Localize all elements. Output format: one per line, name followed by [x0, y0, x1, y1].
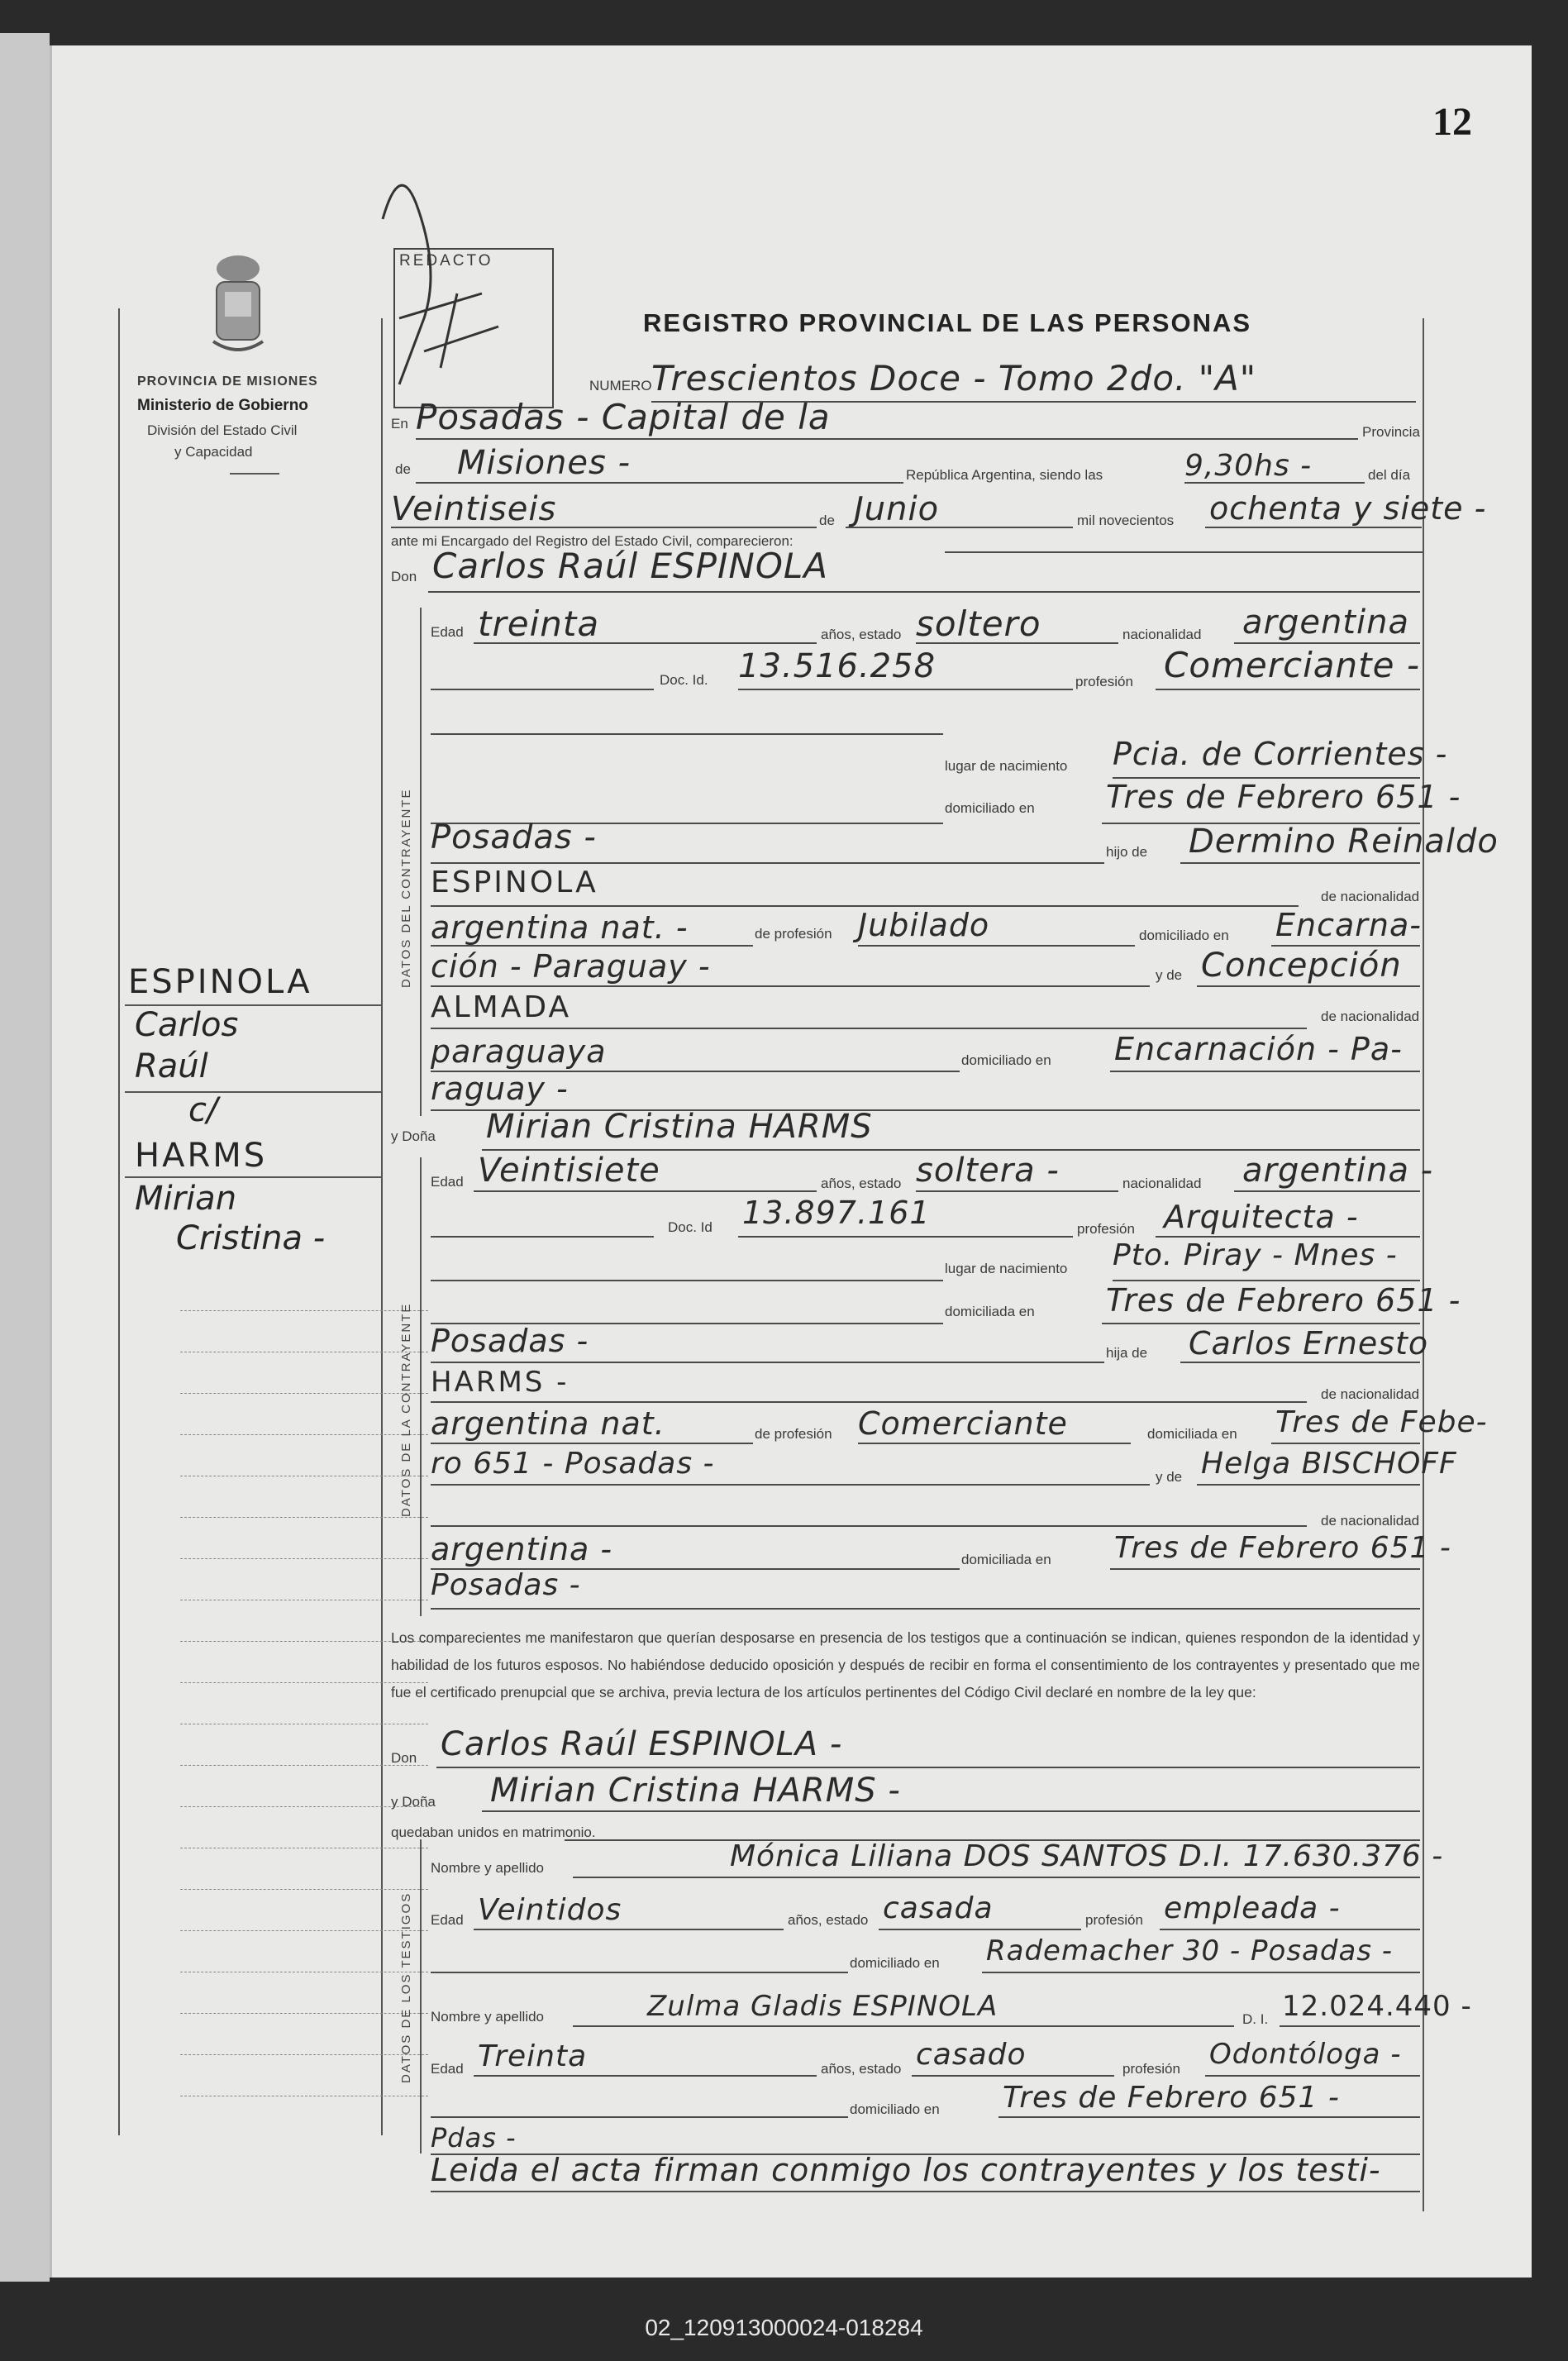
f-padre-dom-2: ro 651 - Posadas - [431, 1447, 715, 1481]
page-number: 12 [1432, 100, 1472, 144]
estado-line [916, 642, 1118, 644]
padre-dom-label: domiciliado en [1139, 928, 1229, 943]
f-lugar-value: Pto. Piray - Mnes - [1113, 1238, 1398, 1272]
f-nac-label: nacionalidad [1122, 1176, 1202, 1191]
margin-rule [180, 1310, 428, 1311]
provincia-label: Provincia [1362, 424, 1420, 440]
madre-value: Concepción [1201, 947, 1402, 985]
madre-de-nac-label: de nacionalidad [1321, 1009, 1420, 1024]
anos-label: años, estado [821, 627, 902, 642]
previous-page-edge [0, 33, 50, 2282]
t2-edad-line [474, 2075, 817, 2077]
margin-rule [180, 2013, 428, 2014]
de-label: de [395, 461, 411, 477]
emblem-ministry: Ministerio de Gobierno [137, 397, 308, 414]
declaration-text: Los comparecientes me manifestaron que querían desposarse en presencia de los testigos que a continuación se indican, quienes respondon de la identidad y habilidad de los futuros esposos. No habiéndose deducido oposición y después de recibir en forma el consentimiento de los contrayentes y presentado que me fue el certificado prenupcial que se archiva, previa lectura de los artículos pertinentes del Código Civil declaré en nombre de la ley que: [391, 1629, 1420, 1700]
f-prof-value: Arquitecta - [1164, 1199, 1359, 1235]
form-right-rule [1423, 318, 1424, 2211]
t2-prof-line [1205, 2075, 1420, 2077]
t1-dom-line [982, 1972, 1420, 1973]
t1-dom-label: domiciliado en [850, 1955, 940, 1971]
en-value: Posadas - Capital de la [416, 397, 831, 437]
doc-pre-line [431, 689, 654, 690]
doc-label: Doc. Id. [660, 672, 708, 688]
don-line [428, 591, 1420, 593]
dia-value: Veintiseis [391, 490, 557, 528]
t2-dom-line [998, 2116, 1420, 2118]
margin-note: Carlos [135, 1006, 239, 1044]
contrayente-rule [420, 608, 422, 1116]
t2-nombre-label: Nombre y apellido [431, 2009, 545, 2025]
f-estado-value: soltera - [916, 1152, 1060, 1190]
t2-dom: Tres de Febrero 651 - [1003, 2081, 1340, 2115]
don-value: Carlos Raúl ESPINOLA [432, 546, 829, 586]
numero-value: Trescientos Doce - Tomo 2do. "A" [651, 358, 1257, 398]
f-dom-label: domiciliada en [945, 1304, 1035, 1319]
t2-estado: casado [916, 2038, 1027, 2072]
padre-dom: Encarna- [1275, 907, 1422, 943]
del-dia-label: del día [1368, 467, 1411, 483]
anio-value: ochenta y siete - [1209, 490, 1487, 527]
union-dona-line [482, 1810, 1420, 1812]
t1-edad-line [474, 1929, 784, 1930]
union-dona-value: Mirian Cristina HARMS - [490, 1772, 901, 1810]
prof-value: Comerciante - [1164, 645, 1420, 685]
t2-di-label: D. I. [1242, 2011, 1269, 2027]
hora-line [1184, 482, 1365, 484]
f-madre-dom-label: domiciliada en [961, 1552, 1051, 1567]
padre-nac-line [431, 945, 753, 947]
de-prof-label: de profesión [755, 926, 832, 942]
margin-left-rule [118, 308, 120, 2135]
contrayente-side-label: DATOS DEL CONTRAYENTE [399, 788, 413, 988]
f-doc-value: 13.897.161 [742, 1195, 931, 1231]
madre2-line [431, 1028, 1307, 1029]
testigos-side-label: DATOS DE LOS TESTIGOS [399, 1891, 413, 2083]
register-page [50, 45, 1532, 2278]
t2-estado-line [912, 2075, 1114, 2077]
edad-label: Edad [431, 624, 464, 640]
margin-rule [180, 1434, 428, 1435]
ante-text: ante mi Encargado del Registro del Estado Civil, comparecieron: [391, 533, 794, 549]
hijo-label: hijo de [1106, 844, 1148, 860]
dia-line [391, 527, 817, 528]
lugar-value: Pcia. de Corrientes - [1113, 736, 1448, 772]
republica-text: República Argentina, siendo las [906, 467, 1103, 483]
de-line [416, 482, 903, 484]
t2-dom-label: domiciliado en [850, 2101, 940, 2117]
f-edad-label: Edad [431, 1174, 464, 1190]
mil-text: mil novecientos [1077, 513, 1175, 528]
margin-note: c/ [188, 1091, 218, 1129]
t2-dom-2: Pdas - [431, 2122, 517, 2154]
doc-line [738, 689, 1073, 690]
madre-dom-line [1110, 1071, 1420, 1072]
nac-value: argentina [1242, 603, 1409, 642]
dona-value: Mirian Cristina HARMS [486, 1108, 873, 1146]
f-padre-dom-line [1271, 1443, 1420, 1444]
de-nac-label: de nacionalidad [1321, 889, 1420, 904]
mes-line [846, 527, 1073, 528]
madre-dom-2: raguay - [431, 1071, 569, 1107]
edad-line [474, 642, 817, 644]
f-dom-value: Tres de Febrero 651 - [1106, 1282, 1461, 1319]
numero-label: NUMERO [589, 378, 652, 394]
emblem-division: División del Estado Civil [147, 422, 298, 438]
f-estado-line [916, 1190, 1118, 1192]
f-nac-value: argentina - [1242, 1152, 1434, 1190]
madre-value-2: ALMADA [431, 990, 572, 1024]
f-de-prof-label: de profesión [755, 1426, 832, 1442]
t2-dom-pre-line [431, 2116, 848, 2118]
t2-anos-label: años, estado [821, 2061, 902, 2077]
f-padre-value-2: HARMS - [431, 1366, 570, 1399]
t1-edad-label: Edad [431, 1912, 464, 1928]
f-dom-line [1102, 1323, 1420, 1324]
edad-value: treinta [478, 603, 600, 644]
f-prof-line [1156, 1236, 1420, 1238]
union-don-label: Don [391, 1750, 417, 1766]
f-lugar-pre-line [431, 1280, 943, 1281]
prof-line [1156, 689, 1420, 690]
margin-note: Raúl [135, 1047, 208, 1085]
closing-text: Leida el acta firman conmigo los contrayentes y los testi- [431, 2152, 1381, 2188]
f-padre-dom: Tres de Febe- [1275, 1405, 1488, 1439]
image-footer-code: 02_120913000024-018284 [645, 2315, 923, 2340]
f-madre2-line [431, 1525, 1307, 1527]
nac-label: nacionalidad [1122, 627, 1202, 642]
contrayenta-side-label: DATOS DE LA CONTRAYENTE [399, 1302, 413, 1517]
f-madre-dom2-line [431, 1608, 1420, 1610]
en-line [416, 438, 1358, 440]
emblem-division-2: y Capacidad [174, 444, 253, 460]
lugar-pre-line [431, 733, 943, 735]
f-madre-value: Helga BISCHOFF [1201, 1447, 1457, 1481]
margin-note: Cristina - [176, 1219, 326, 1257]
margin-rule [180, 1889, 428, 1890]
f-lugar-label: lugar de nacimiento [945, 1261, 1068, 1276]
f-madre-line [1197, 1484, 1420, 1486]
padre-dom-2: ción - Paraguay - [431, 948, 711, 985]
de-value: Misiones - [457, 444, 631, 482]
f-padre-dom-label: domiciliada en [1147, 1426, 1237, 1442]
margin-rule [180, 2054, 428, 2055]
mes-value: Junio [854, 490, 940, 528]
doc-value: 13.516.258 [738, 647, 937, 685]
t1-dom-pre-line [431, 1972, 848, 1973]
prof-label: profesión [1075, 674, 1133, 689]
margin-rule [180, 1393, 428, 1394]
t2-edad: Treinta [478, 2039, 588, 2073]
t1-nombre-line [573, 1877, 1420, 1878]
margin-underline [125, 1176, 381, 1178]
f-doc-line [738, 1236, 1073, 1238]
f-padre2-line [431, 1401, 1307, 1403]
t2-prof: Odontóloga - [1209, 2038, 1402, 2071]
hija-label: hija de [1106, 1345, 1148, 1361]
padre-line [1180, 862, 1420, 864]
f-padre-nac-line [431, 1443, 753, 1444]
contrayenta-rule [420, 1157, 422, 1616]
stamp-label: REDACTO [399, 252, 493, 269]
f-anos-label: años, estado [821, 1176, 902, 1191]
t1-prof-label: profesión [1085, 1912, 1143, 1928]
f-doc-pre-line [431, 1236, 654, 1238]
margin-rule [180, 1558, 428, 1559]
t2-di: 12.024.440 - [1282, 1990, 1472, 2023]
f-edad-line [474, 1190, 817, 1192]
t2-nombre-line [573, 2025, 1234, 2027]
closing-line [431, 2191, 1420, 2192]
dona-line [482, 1149, 1420, 1151]
f-edad-value: Veintisiete [478, 1152, 660, 1190]
madre-dom-label: domiciliado en [961, 1052, 1051, 1068]
testigos-rule [420, 1839, 422, 2154]
t2-edad-label: Edad [431, 2061, 464, 2077]
dom2-line [431, 862, 1104, 864]
t1-estado-line [879, 1929, 1081, 1930]
f-padre-value: Carlos Ernesto [1189, 1325, 1429, 1362]
union-don-line [436, 1767, 1420, 1768]
f-nac-line [1234, 1190, 1420, 1192]
margin-underline [125, 1004, 381, 1006]
hora-value: 9,30hs - [1184, 449, 1313, 483]
f-dom2-line [431, 1362, 1104, 1363]
emblem-rule [230, 473, 279, 475]
t1-nombre: Mónica Liliana DOS SANTOS D.I. 17.630.376 - [730, 1839, 1444, 1873]
dona-label: y Doña [391, 1128, 436, 1144]
union-don-value: Carlos Raúl ESPINOLA - [441, 1725, 843, 1763]
padre-prof-line [858, 945, 1135, 947]
f-doc-label: Doc. Id [668, 1219, 713, 1235]
dom-value-2: Posadas - [431, 818, 597, 856]
madre-nac: paraguaya [431, 1033, 607, 1070]
union-quedaban: quedaban unidos en matrimonio. [391, 1824, 596, 1840]
f-dom-value-2: Posadas - [431, 1323, 589, 1359]
ante-line [945, 551, 1423, 553]
lugar-label: lugar de nacimiento [945, 758, 1068, 774]
dom-value: Tres de Febrero 651 - [1106, 779, 1461, 815]
padre-value-2: ESPINOLA [431, 866, 598, 899]
don-label: Don [391, 569, 417, 584]
f-prof-label: profesión [1077, 1221, 1135, 1237]
margin-rule [180, 1517, 428, 1518]
f-padre-prof: Comerciante [858, 1405, 1068, 1442]
madre-line [1197, 985, 1420, 987]
f-padre-dom2-line [431, 1484, 1150, 1486]
f-padre-line [1180, 1362, 1420, 1363]
register-title: REGISTRO PROVINCIAL DE LAS PERSONAS [643, 308, 1252, 337]
t1-edad: Veintidos [478, 1893, 622, 1927]
f-padre-nac: argentina nat. [431, 1405, 665, 1442]
f-madre-dom-line [1110, 1568, 1420, 1570]
f-y-de-label: y de [1156, 1469, 1183, 1485]
margin-note: Mirian [135, 1180, 237, 1218]
t1-dom: Rademacher 30 - Posadas - [986, 1934, 1394, 1967]
stamp-scribble [366, 153, 565, 426]
dom-label: domiciliado en [945, 800, 1035, 816]
nac-line [1234, 642, 1420, 644]
t2-di-line [1280, 2025, 1420, 2027]
f-lugar-line [1113, 1280, 1420, 1281]
t2-nombre: Zulma Gladis ESPINOLA [647, 1990, 998, 2023]
t1-prof-line [1160, 1929, 1420, 1930]
margin-underline [125, 1091, 381, 1093]
y-de-label: y de [1156, 967, 1183, 983]
margin-right-rule [381, 318, 383, 2135]
emblem-province: PROVINCIA DE MISIONES [137, 374, 318, 389]
f-madre-dom: Tres de Febrero 651 - [1114, 1531, 1451, 1565]
f-madre-nac: argentina - [431, 1531, 613, 1567]
t1-estado: casada [883, 1891, 994, 1925]
t1-prof: empleada - [1164, 1891, 1341, 1925]
t2-prof-label: profesión [1122, 2061, 1180, 2077]
f-padre-prof-line [858, 1443, 1131, 1444]
t1-anos-label: años, estado [788, 1912, 869, 1928]
f-madre-dom-2: Posadas - [431, 1568, 581, 1602]
f-madre-de-nac-label: de nacionalidad [1321, 1513, 1420, 1529]
margin-note: ESPINOLA [128, 963, 312, 1001]
t1-nombre-label: Nombre y apellido [431, 1860, 545, 1876]
f-de-nac-label: de nacionalidad [1321, 1386, 1420, 1402]
margin-rule [180, 1930, 428, 1931]
margin-note: HARMS [135, 1137, 268, 1175]
anio-line [1205, 527, 1422, 528]
union-dona-label: y Doña [391, 1794, 436, 1810]
madre-dom: Encarnación - Pa- [1114, 1031, 1403, 1067]
estado-value: soltero [916, 603, 1041, 644]
de2-label: de [819, 513, 835, 528]
coat-of-arms-icon [205, 250, 271, 358]
padre-nac: argentina nat. - [431, 909, 689, 946]
padre-dom2-line [431, 985, 1150, 987]
padre-value: Dermino Reinaldo [1189, 823, 1499, 861]
en-label: En [391, 416, 408, 432]
padre-prof: Jubilado [858, 907, 990, 943]
